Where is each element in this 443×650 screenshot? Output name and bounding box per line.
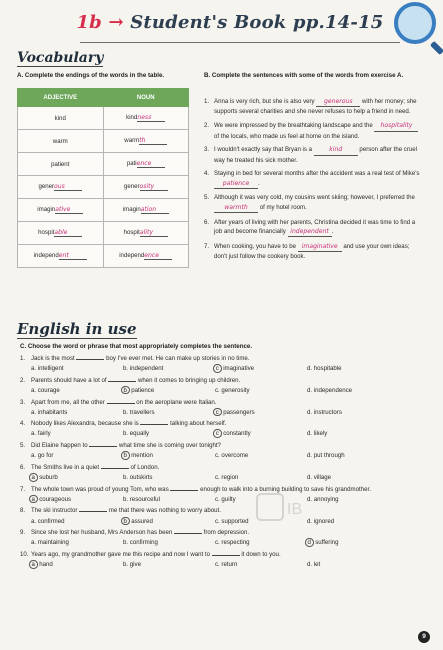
ending-answer: ence: [144, 252, 172, 260]
svg-text:IB: IB: [287, 501, 303, 518]
question-text: [31, 420, 226, 429]
question-pre: Since she lost her husband, Mrs Anderson has been: [31, 529, 174, 537]
sentence-text: [214, 218, 424, 238]
option[interactable]: [307, 386, 399, 395]
question-item: [20, 355, 425, 373]
options-row: [31, 495, 425, 504]
adjective-cell: [18, 130, 104, 153]
options-row: [31, 451, 425, 460]
question-pre: The whole town was proud of young Tom, who was: [31, 485, 171, 493]
adjective-cell: [18, 176, 104, 199]
sentence-post: of the locals, who made us feel at home on the island.: [214, 132, 360, 140]
word-stem: kind: [126, 114, 138, 121]
question-text: [31, 464, 159, 473]
option-text: c. guilty: [215, 495, 236, 503]
adjective-cell: [18, 245, 104, 268]
option-text: d. instructors: [307, 408, 342, 416]
option-text: c. respecting: [215, 539, 250, 547]
option-text: a. inhabitants: [31, 408, 68, 416]
question-number: 5.: [20, 442, 26, 450]
option-text: [31, 496, 71, 503]
option-text: a. fairly: [31, 430, 51, 438]
option-word: imaginative: [221, 365, 255, 373]
option[interactable]: [307, 429, 399, 438]
question-pre: Parents should have a lot of: [31, 376, 109, 384]
option-word: hand: [37, 561, 53, 569]
question-gap: [79, 511, 107, 512]
sentence-item: [204, 97, 424, 117]
option-text: d. ignored: [307, 517, 335, 525]
option-word: suburb: [37, 474, 58, 481]
exercise-c: [20, 355, 425, 573]
option-circled[interactable]: [215, 364, 307, 373]
sentence-post: .: [331, 227, 334, 235]
option-circled[interactable]: [215, 429, 307, 438]
option-text: [307, 539, 338, 546]
option-text: d. let: [307, 561, 321, 569]
question-number: 6.: [20, 463, 26, 471]
option-circled[interactable]: [215, 408, 307, 417]
option-word: passengers: [221, 408, 255, 416]
question-pre: The ski instructor: [31, 507, 80, 515]
option-text: d. likely: [307, 430, 328, 438]
word-table: [17, 88, 189, 268]
ending-answer: ous: [54, 183, 82, 191]
question-post: enough to walk into a burning building to save his grandmother.: [198, 485, 371, 493]
question-gap: [89, 446, 117, 447]
option-text: a. confirmed: [31, 517, 65, 525]
options-row: [31, 517, 425, 526]
noun-cell: [103, 199, 189, 222]
question-text: [31, 442, 221, 451]
option-text: d. independence: [307, 386, 353, 394]
table-row: [18, 130, 189, 153]
table-row: [18, 245, 189, 268]
circle-mark: a: [29, 495, 38, 504]
question-pre: Nobody likes Alexandra, because she is: [31, 420, 141, 428]
question-number: 1.: [20, 355, 26, 362]
header-text: Student's Book pp.14-15: [130, 12, 384, 33]
page-header: [60, 8, 430, 46]
option[interactable]: [123, 495, 215, 504]
question-stem: [20, 486, 425, 495]
ending-answer: ence: [137, 160, 165, 168]
question-post: it down to you.: [239, 551, 281, 559]
instruction-b: B. Complete the sentences with some of the words from exercise A.: [204, 72, 404, 79]
noun-cell: [103, 153, 189, 176]
question-number: 10.: [20, 551, 29, 559]
item-number: 2.: [204, 122, 210, 130]
question-item: [20, 486, 425, 504]
word-stem: patient: [51, 160, 70, 168]
question-stem: [20, 529, 425, 538]
unit-number: 1b: [76, 12, 102, 33]
question-item: [20, 420, 425, 438]
option-circled[interactable]: [31, 495, 123, 504]
option-text: c. return: [215, 561, 238, 569]
option-text: c. region: [215, 474, 239, 481]
sentence-item: [204, 145, 424, 165]
sentence-item: [204, 169, 424, 189]
answer-blank: generous: [316, 97, 360, 107]
option-text: [215, 409, 255, 416]
options-row: [31, 429, 425, 438]
question-stem: [20, 442, 425, 451]
option[interactable]: [31, 364, 123, 373]
option-word: suffering: [313, 539, 339, 547]
option-text: [31, 561, 53, 568]
option-text: [123, 518, 153, 525]
option[interactable]: [123, 408, 215, 417]
word-stem: imagin: [122, 206, 141, 213]
option-text: c. supported: [215, 517, 249, 525]
option[interactable]: [31, 451, 123, 460]
option-text: a. go for: [31, 452, 54, 460]
word-stem: imagin: [37, 206, 56, 213]
ending-answer: ality: [140, 229, 168, 237]
circle-mark: a: [29, 473, 38, 482]
circle-mark: c: [213, 408, 222, 417]
table-row: [18, 107, 189, 130]
options-row: [31, 386, 425, 395]
sentence-post: of my hotel room.: [258, 203, 307, 211]
table-row: [18, 176, 189, 199]
answer-blank: hospitality: [374, 121, 418, 131]
circle-mark: a: [29, 560, 38, 569]
answer-blank: patience: [214, 179, 258, 189]
option-circled[interactable]: [123, 386, 215, 395]
option-text: b. confirming: [123, 539, 158, 547]
option-text: b. resourceful: [123, 495, 160, 503]
question-text: [31, 377, 240, 386]
option-text: d. put through: [307, 452, 345, 460]
item-number: 6.: [204, 218, 210, 226]
question-post: of London.: [128, 463, 160, 471]
option[interactable]: [31, 386, 123, 395]
option-word: mention: [129, 452, 153, 460]
question-post: talking about herself.: [168, 420, 227, 428]
circle-mark: b: [121, 386, 130, 395]
sentence-item: [204, 193, 424, 213]
option[interactable]: [31, 517, 123, 526]
adjective-header: ADJECTIVE: [18, 89, 104, 107]
option-circled[interactable]: [307, 538, 399, 547]
arrow-icon: →: [108, 12, 124, 33]
question-number: 3.: [20, 398, 26, 406]
sentence-pre: We were impressed by the breathtaking landscape and the: [214, 122, 375, 130]
question-text: [31, 355, 250, 364]
question-number: 8.: [20, 507, 26, 515]
option-text: d. village: [307, 474, 332, 481]
question-gap: [76, 359, 104, 360]
circle-mark: c: [213, 364, 222, 373]
circle-mark: b: [121, 517, 130, 526]
sentence-pre: Although it was very cold, my cousins went skiing; however, I preferred the: [214, 194, 415, 202]
answer-blank: imaginative: [298, 242, 342, 252]
options-row: [31, 364, 425, 373]
option[interactable]: [215, 560, 307, 569]
question-number: 9.: [20, 529, 26, 537]
instruction-a: A. Complete the endings of the words in the table.: [17, 72, 165, 79]
answer-blank: independent: [288, 227, 332, 237]
option-text: b. equally: [123, 430, 150, 438]
option-text: [215, 365, 254, 372]
noun-cell: [103, 222, 189, 245]
option[interactable]: [307, 408, 399, 417]
option-text: b. independent: [123, 365, 164, 373]
word-stem: independ: [119, 252, 145, 259]
word-stem: gener: [38, 183, 55, 190]
noun-cell: [103, 245, 189, 268]
table-row: [18, 153, 189, 176]
header-divider: [80, 42, 400, 43]
instruction-c: C. Choose the word or phrase that most appropriately completes the sentence.: [20, 343, 253, 350]
table-row: [18, 199, 189, 222]
option-word: assured: [129, 517, 153, 525]
option-text: a. maintaining: [31, 539, 69, 547]
question-stem: [20, 420, 425, 429]
sentence-text: [214, 97, 424, 117]
option-word: courageous: [37, 495, 72, 503]
options-row: [31, 408, 425, 417]
option-text: b. outskirts: [123, 474, 153, 481]
option[interactable]: [123, 560, 215, 569]
sentence-text: [214, 145, 424, 165]
adjective-cell: [18, 199, 104, 222]
ending-answer: ness: [137, 114, 165, 122]
question-stem: [20, 507, 425, 516]
question-post: what time she is coming over tonight?: [117, 442, 221, 450]
sentence-text: [214, 169, 424, 189]
watermark-logo: [255, 488, 325, 526]
option[interactable]: [123, 364, 215, 373]
ending-answer: ation: [141, 206, 169, 214]
adjective-cell: [18, 153, 104, 176]
option[interactable]: [307, 451, 399, 460]
option-circled[interactable]: [31, 473, 123, 482]
word-stem: independ: [33, 252, 59, 259]
option[interactable]: [307, 364, 399, 373]
option-circled[interactable]: [123, 517, 215, 526]
question-pre: The Smiths live in a quiet: [31, 463, 101, 471]
item-number: 5.: [204, 194, 210, 202]
item-number: 3.: [204, 146, 210, 154]
question-pre: Apart from me, all the other: [31, 398, 107, 406]
option-circled[interactable]: [123, 451, 215, 460]
question-gap: [101, 468, 129, 469]
question-item: [20, 529, 425, 547]
option-text: c. generosity: [215, 386, 250, 394]
option-word: constantly: [221, 430, 251, 438]
question-stem: [20, 355, 425, 364]
question-gap: [212, 555, 240, 556]
ending-answer: able: [54, 229, 82, 237]
question-stem: [20, 399, 425, 408]
option-text: [123, 387, 154, 394]
question-gap: [107, 403, 135, 404]
question-number: 7.: [20, 485, 26, 493]
option[interactable]: [123, 538, 215, 547]
question-item: [20, 442, 425, 460]
options-row: [31, 560, 425, 569]
sentence-pre: Staying in bed for several months after the accident was a real test of Mike's: [214, 170, 420, 178]
option-text: b. travellers: [123, 408, 155, 416]
sentence-pre: After years of living with her parents, Christina decided it was time to find a job and become financially: [214, 218, 416, 235]
options-row: [31, 473, 425, 482]
question-gap: [174, 533, 202, 534]
option[interactable]: [31, 408, 123, 417]
noun-cell: [103, 107, 189, 130]
option[interactable]: [307, 560, 399, 569]
question-text: [31, 529, 249, 538]
sentence-text: [214, 242, 424, 262]
ending-answer: th: [139, 137, 167, 145]
option-text: a. courage: [31, 386, 60, 394]
option[interactable]: [31, 429, 123, 438]
sentence-post: with her money; she supports several charities and she never refuses to help a friend in need.: [214, 98, 417, 116]
question-item: [20, 377, 425, 395]
question-item: [20, 551, 425, 569]
option[interactable]: [215, 451, 307, 460]
question-gap: [108, 381, 136, 382]
ending-answer: ent: [59, 252, 87, 260]
option-text: a. intelligent: [31, 365, 64, 373]
question-post: on the aeroplane were Italian.: [134, 398, 217, 406]
option-text: [123, 452, 153, 459]
word-stem: warm: [52, 137, 68, 145]
question-post: from depression.: [201, 529, 250, 537]
question-post: boy I've ever met. He can make up stories in no time.: [104, 355, 250, 362]
question-text: [31, 399, 217, 408]
sentence-post: .: [258, 179, 260, 187]
sentence-post: person after the cruel way he treated his sick mother.: [214, 146, 418, 164]
sentence-text: [214, 193, 424, 213]
question-stem: [20, 551, 425, 560]
option-text: [215, 430, 251, 437]
sentence-pre: Anna is very rich, but she is also very: [214, 98, 317, 105]
question-pre: Jack is the most: [31, 355, 77, 362]
question-item: [20, 507, 425, 525]
circle-mark: c: [213, 429, 222, 438]
question-pre: Years ago, my grandmother gave me this recipe and now I want to: [31, 551, 212, 559]
answer-blank: warmth: [214, 203, 258, 213]
option[interactable]: [215, 473, 307, 482]
option[interactable]: [31, 538, 123, 547]
question-pre: Did Elaine happen to: [31, 442, 90, 450]
word-stem: kind: [54, 114, 66, 122]
question-item: [20, 464, 425, 482]
option[interactable]: [123, 473, 215, 482]
word-stem: hospit: [123, 229, 140, 236]
option-text: [31, 474, 58, 481]
option[interactable]: [215, 386, 307, 395]
option[interactable]: [307, 473, 399, 482]
question-text: [31, 551, 281, 560]
sentence-item: [204, 242, 424, 262]
word-stem: gener: [123, 183, 140, 190]
option[interactable]: [215, 538, 307, 547]
sentence-pre: When cooking, you have to be: [214, 242, 298, 250]
option-text: d. hospitable: [307, 365, 342, 373]
answer-blank: kind: [314, 145, 358, 155]
item-number: 1.: [204, 98, 210, 105]
vocabulary-heading: Vocabulary: [17, 50, 104, 66]
question-stem: [20, 464, 425, 473]
sentence-item: [204, 121, 424, 141]
question-number: 4.: [20, 420, 26, 428]
option-text: d. annoying: [307, 495, 339, 503]
question-item: [20, 399, 425, 417]
noun-cell: [103, 130, 189, 153]
magnifier-icon: [394, 2, 436, 44]
question-gap: [140, 424, 168, 425]
exercise-b: [204, 97, 424, 266]
question-gap: [170, 490, 198, 491]
option-text: c. overcome: [215, 452, 249, 460]
sentence-pre: I wouldn't exactly say that Bryan is a: [214, 146, 314, 154]
sentence-item: [204, 218, 424, 238]
circle-mark: d: [305, 538, 314, 547]
word-stem: hospit: [38, 229, 55, 236]
item-number: 7.: [204, 242, 210, 250]
sentence-post: and use your own ideas; don't just follow the cookery book.: [214, 242, 410, 261]
question-post: me that there was nothing to worry about.: [107, 507, 221, 515]
question-stem: [20, 377, 425, 386]
page-number: 9: [418, 631, 430, 643]
item-number: 4.: [204, 170, 210, 178]
ending-answer: osity: [140, 183, 168, 191]
option-text: b. give: [123, 561, 141, 569]
word-stem: warm: [124, 137, 140, 144]
question-post: when it comes to bringing up children.: [136, 376, 241, 384]
option[interactable]: [123, 429, 215, 438]
question-text: [31, 507, 221, 516]
word-stem: pati: [126, 160, 137, 167]
option-word: patience: [129, 386, 155, 394]
noun-header: NOUN: [103, 89, 189, 107]
question-number: 2.: [20, 376, 26, 384]
noun-cell: [103, 176, 189, 199]
table-row: [18, 222, 189, 245]
magnifier-handle: [430, 41, 443, 55]
english-in-use-heading: English in use: [17, 320, 137, 338]
circle-mark: b: [121, 451, 130, 460]
adjective-cell: [18, 222, 104, 245]
header-title: [60, 12, 400, 42]
option-circled[interactable]: [31, 560, 123, 569]
sentence-text: [214, 121, 424, 141]
ending-answer: ative: [55, 206, 83, 214]
adjective-cell: [18, 107, 104, 130]
options-row: [31, 538, 425, 547]
